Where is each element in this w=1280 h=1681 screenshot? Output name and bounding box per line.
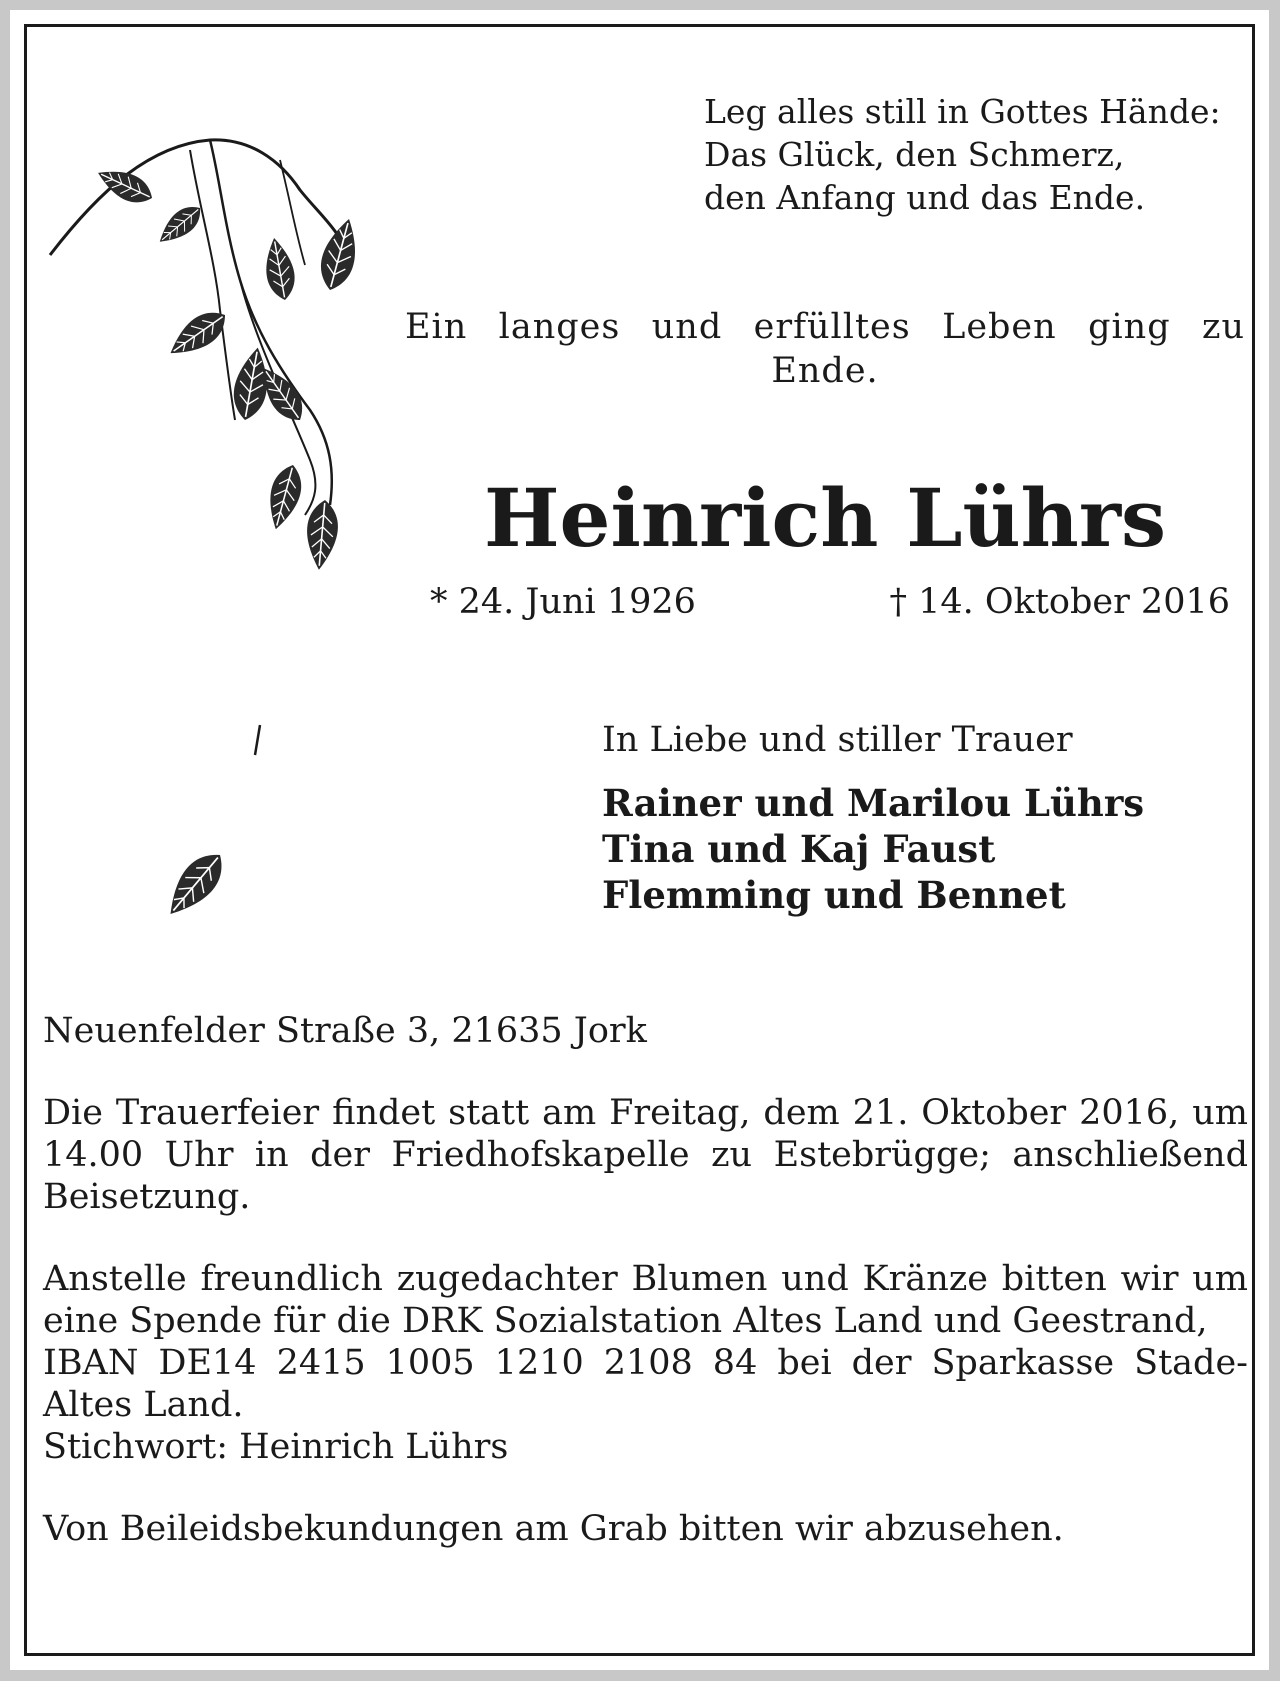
- mourning-line: In Liebe und stiller Trauer: [602, 720, 1073, 760]
- donation-iban: IBAN DE14 2415 1005 1210 2108 84 bei der Sparkasse Stade-Altes Land.: [43, 1343, 1248, 1425]
- mourner-name: Rainer und Marilou Lührs: [602, 781, 1145, 825]
- motto-verse: Leg alles still in Gottes Hände: Das Glück, den Schmerz, den Anfang und das Ende.: [704, 92, 1221, 217]
- closing-note: Von Beileidsbekundungen am Grab bitten wir abzusehen.: [43, 1509, 1064, 1549]
- mourners-list: [602, 780, 1242, 918]
- deceased-name: Heinrich Lührs: [483, 471, 1167, 565]
- falling-leaf-icon: [158, 844, 233, 920]
- donation-request: Anstelle freundlich zugedachter Blumen und Kränze bitten wir um eine Spende für die DRK Sozialstation Altes Land und Geestrand,: [43, 1259, 1248, 1341]
- donation-details: [43, 1258, 1248, 1468]
- intro-line: Ein langes und erfülltes Leben ging zu Ende.: [405, 307, 1245, 391]
- service-details: Die Trauerfeier findet statt am Freitag, dem 21. Oktober 2016, um 14.00 Uhr in der Friedhofskapelle zu Estebrügge; anschließend Beisetzung.: [43, 1093, 1248, 1217]
- notice-body: [43, 1010, 1248, 1590]
- address: Neuenfelder Straße 3, 21635 Jork: [43, 1011, 647, 1051]
- birth-date: * 24. Juni 1926: [430, 582, 696, 622]
- donation-keyword: Stichwort: Heinrich Lührs: [43, 1427, 509, 1467]
- obituary-notice: [10, 10, 1269, 1670]
- mourner-name: Flemming und Bennet: [602, 873, 1066, 917]
- mourner-name: Tina und Kaj Faust: [602, 827, 996, 871]
- birch-branch-icon: [40, 120, 410, 920]
- death-date: † 14. Oktober 2016: [889, 582, 1230, 622]
